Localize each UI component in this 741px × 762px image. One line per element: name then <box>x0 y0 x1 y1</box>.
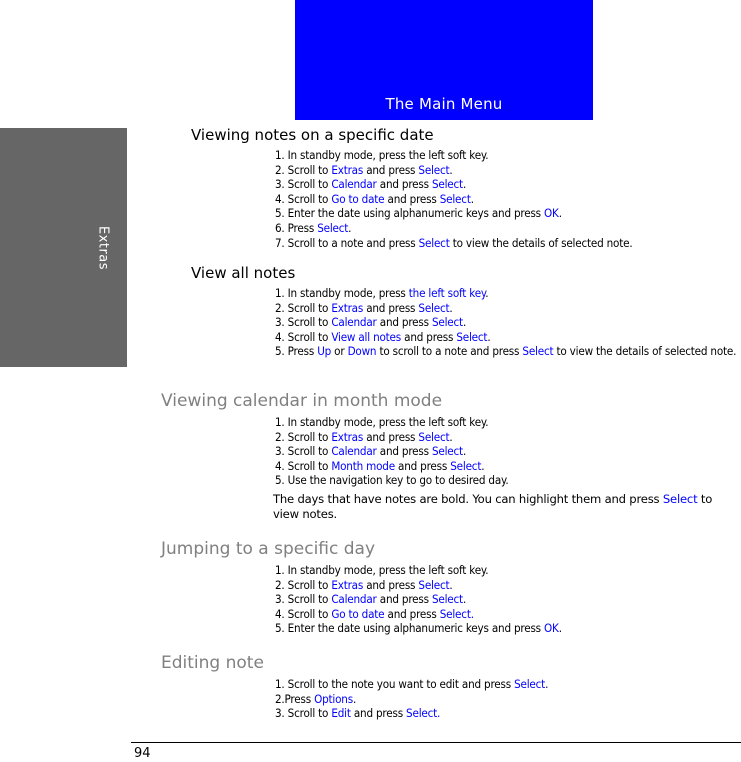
step-text: 6. Press <box>275 220 318 235</box>
highlighted-term: Select <box>522 344 554 359</box>
highlighted-term: Up <box>317 344 332 359</box>
section-title-viewing-notes: Viewing notes on a specific date <box>191 126 434 144</box>
step-text: 3. Scroll to <box>275 177 332 192</box>
step-text: 2. Scroll to <box>275 300 332 315</box>
highlighted-term: OK <box>544 206 559 221</box>
highlighted-term: Select <box>431 315 463 330</box>
step-text: 3. Scroll to <box>275 706 332 721</box>
step-text: and press <box>384 191 440 206</box>
step-text: and press <box>376 444 432 459</box>
highlighted-term: Select <box>418 235 450 250</box>
section-title-view-all-notes: View all notes <box>191 264 296 282</box>
step-text: . <box>352 691 357 706</box>
highlighted-term: Select <box>439 191 471 206</box>
section-title-jump-to-day: Jumping to a specific day <box>161 539 376 559</box>
section-title-editing-note: Editing note <box>161 653 264 673</box>
step-text: 2.Press <box>275 691 315 706</box>
step-text: 1. In standby mode, press the left soft key. <box>275 148 489 162</box>
steps-list <box>275 148 632 250</box>
step-text: 4. Scroll to <box>275 458 332 473</box>
step-text: . <box>449 429 453 444</box>
step-text: 1. Scroll to the note you want to edit and press <box>275 677 515 691</box>
highlighted-term: Extras <box>331 300 364 315</box>
step-text: 4. Scroll to <box>275 606 332 621</box>
step-item <box>275 563 562 578</box>
highlighted-term: Select <box>418 162 450 177</box>
step-item <box>275 344 741 359</box>
step-text: to view notes. <box>273 492 713 521</box>
highlighted-term: Go to date <box>331 606 385 621</box>
step-text: and press <box>376 592 432 607</box>
highlighted-term: Select <box>418 300 450 315</box>
highlighted-term: Month mode <box>331 458 395 473</box>
section-title-month-mode: Viewing calendar in month mode <box>161 391 443 411</box>
highlighted-term: Go to date <box>331 191 385 206</box>
step-item <box>275 692 548 707</box>
step-item <box>275 706 548 721</box>
step-text: . <box>462 177 467 192</box>
highlighted-term: Select <box>514 677 546 691</box>
step-text: and press <box>363 429 419 444</box>
step-text: . <box>545 677 549 691</box>
footer-rule <box>131 742 741 743</box>
highlighted-term: Calendar <box>331 177 377 192</box>
highlighted-term: Extras <box>331 429 364 444</box>
highlighted-term: Extras <box>331 162 364 177</box>
steps-list <box>275 286 741 359</box>
step-text: and press <box>363 162 419 177</box>
step-text: . <box>462 315 467 330</box>
step-text: and press <box>350 706 407 721</box>
step-item <box>275 148 632 163</box>
step-text: 3. Scroll to <box>275 444 332 459</box>
highlighted-term: Select <box>662 492 698 506</box>
step-text: . <box>462 444 467 459</box>
highlighted-term: Options <box>314 691 353 706</box>
step-text: or <box>331 344 348 359</box>
steps-list <box>275 415 508 488</box>
step-text: 1. In standby mode, press <box>275 286 409 300</box>
highlighted-term: Select <box>418 429 450 444</box>
highlighted-term: Calendar <box>331 592 377 607</box>
step-text: and press <box>376 315 432 330</box>
step-item <box>275 315 741 330</box>
step-item <box>275 578 562 593</box>
step-text: . <box>485 286 489 300</box>
step-text: 5. Enter the date using alphanumeric keys and press <box>275 206 545 221</box>
step-text: 1. In standby mode, press the left soft key. <box>275 563 489 577</box>
step-item <box>275 221 632 236</box>
step-text: 4. Scroll to <box>275 191 332 206</box>
highlighted-term: Select <box>431 444 463 459</box>
step-text: 5. Press <box>275 344 318 359</box>
step-item <box>275 592 562 607</box>
step-item <box>275 286 741 301</box>
step-text: 7. Scroll to a note and press <box>275 235 419 250</box>
step-item <box>275 301 741 316</box>
step-text: 5. Use the navigation key to go to desired day. <box>275 473 509 488</box>
highlighted-term: the left soft key <box>408 286 486 300</box>
highlighted-term: Select <box>450 458 482 473</box>
step-text: 5. Enter the date using alphanumeric keys and press <box>275 621 545 636</box>
step-text: . <box>470 191 474 206</box>
step-item <box>275 444 508 459</box>
step-item <box>275 330 741 345</box>
side-tab-label: Extras <box>95 225 111 271</box>
step-text: and press <box>363 300 419 315</box>
highlighted-term: Select <box>456 329 488 344</box>
step-item <box>275 621 562 636</box>
step-item <box>275 473 508 488</box>
step-text: and press <box>376 177 432 192</box>
step-item <box>275 430 508 445</box>
step-text: . <box>487 329 491 344</box>
step-text: 3. Scroll to <box>275 315 332 330</box>
step-text: . <box>449 300 453 315</box>
step-text: . <box>481 458 485 473</box>
highlighted-term: Select <box>431 592 463 607</box>
header-banner <box>295 0 593 120</box>
step-item <box>275 177 632 192</box>
step-text: . <box>462 592 467 607</box>
page-number: 94 <box>134 746 151 761</box>
highlighted-term: Select. <box>406 706 441 721</box>
step-item <box>275 415 508 430</box>
step-item <box>275 459 508 474</box>
step-text: 2. Scroll to <box>275 162 332 177</box>
step-text: and press <box>384 606 440 621</box>
step-text: to view the details of selected note. <box>449 235 633 250</box>
step-text: to view the details of selected note. <box>553 344 737 359</box>
step-text: . <box>449 577 453 592</box>
step-item <box>275 192 632 207</box>
highlighted-term: Select <box>317 220 349 235</box>
highlighted-term: Edit <box>331 706 351 721</box>
step-item <box>275 163 632 178</box>
step-text: 3. Scroll to <box>275 592 332 607</box>
step-item <box>275 607 562 622</box>
step-item <box>275 677 548 692</box>
step-text: and press <box>363 577 419 592</box>
step-text: and press <box>394 458 451 473</box>
highlighted-term: Select <box>431 177 463 192</box>
step-text: 2. Scroll to <box>275 577 332 592</box>
step-text: 1. In standby mode, press the left soft key. <box>275 415 489 429</box>
highlighted-term: Down <box>347 344 377 359</box>
step-text: . <box>558 206 562 221</box>
step-text: to scroll to a note and press <box>376 344 523 359</box>
highlighted-term: Select. <box>439 606 474 621</box>
step-text: and press <box>401 329 457 344</box>
highlighted-term: Extras <box>331 577 364 592</box>
step-text: 2. Scroll to <box>275 429 332 444</box>
step-item <box>275 206 632 221</box>
highlighted-term: Select <box>418 577 450 592</box>
steps-list <box>275 563 562 636</box>
section-note <box>273 492 739 521</box>
step-text: The days that have notes are bold. You can highlight them and press <box>273 492 663 506</box>
steps-list <box>275 677 548 721</box>
highlighted-term: Calendar <box>331 315 377 330</box>
highlighted-term: View all notes <box>331 329 402 344</box>
highlighted-term: OK <box>544 621 559 636</box>
step-text: . <box>558 621 562 636</box>
header-title: The Main Menu <box>385 95 503 113</box>
step-text: . <box>348 220 352 235</box>
step-item <box>275 236 632 251</box>
highlighted-term: Calendar <box>331 444 377 459</box>
step-text: 4. Scroll to <box>275 329 332 344</box>
step-text: . <box>449 162 453 177</box>
